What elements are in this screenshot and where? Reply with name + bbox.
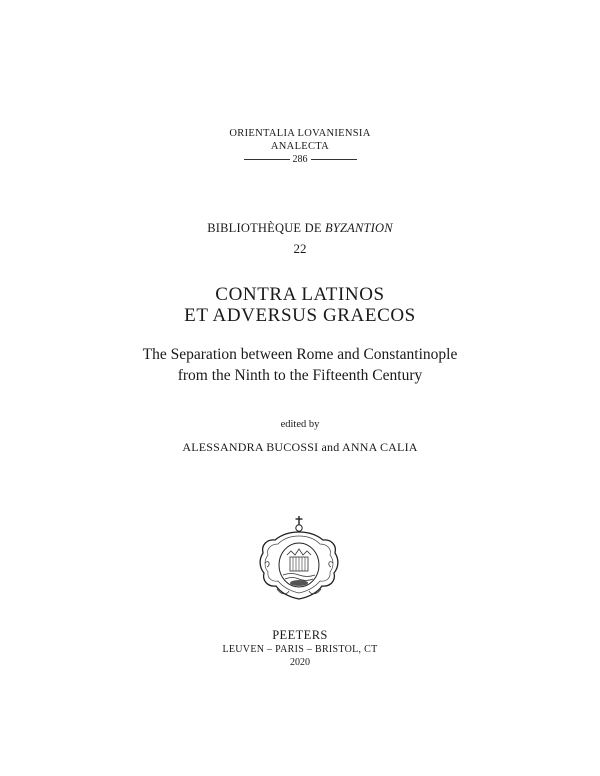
rule-right (311, 159, 357, 160)
publisher-emblem-icon (257, 515, 341, 603)
editors: ALESSANDRA BUCOSSI and ANNA CALIA (182, 440, 418, 454)
book-subtitle-line-2: from the Ninth to the Fifteenth Century (177, 367, 423, 384)
publication-year: 2020 (290, 657, 310, 668)
rule-left (244, 159, 290, 160)
series-title: ORIENTALIA LOVANIENSIA (229, 128, 371, 139)
publisher-places: LEUVEN – PARIS – BRISTOL, CT (222, 644, 378, 655)
series-subtitle: ANALECTA (270, 141, 330, 152)
book-subtitle-line-1: The Separation between Rome and Constantinople (142, 346, 458, 363)
series-number (0, 153, 600, 166)
series-number-value: 286 (292, 154, 308, 165)
subseries-title (0, 220, 600, 236)
subseries-number: 22 (293, 241, 307, 256)
book-title-line-2: ET ADVERSUS GRAECOS (184, 305, 416, 326)
subseries-prefix: BIBLIOTHÈQUE DE (207, 221, 325, 235)
book-title-line-1: CONTRA LATINOS (215, 284, 385, 305)
publisher-name: PEETERS (272, 628, 328, 642)
edited-by-label: edited by (280, 419, 320, 430)
subseries-name: BYZANTION (324, 221, 393, 235)
